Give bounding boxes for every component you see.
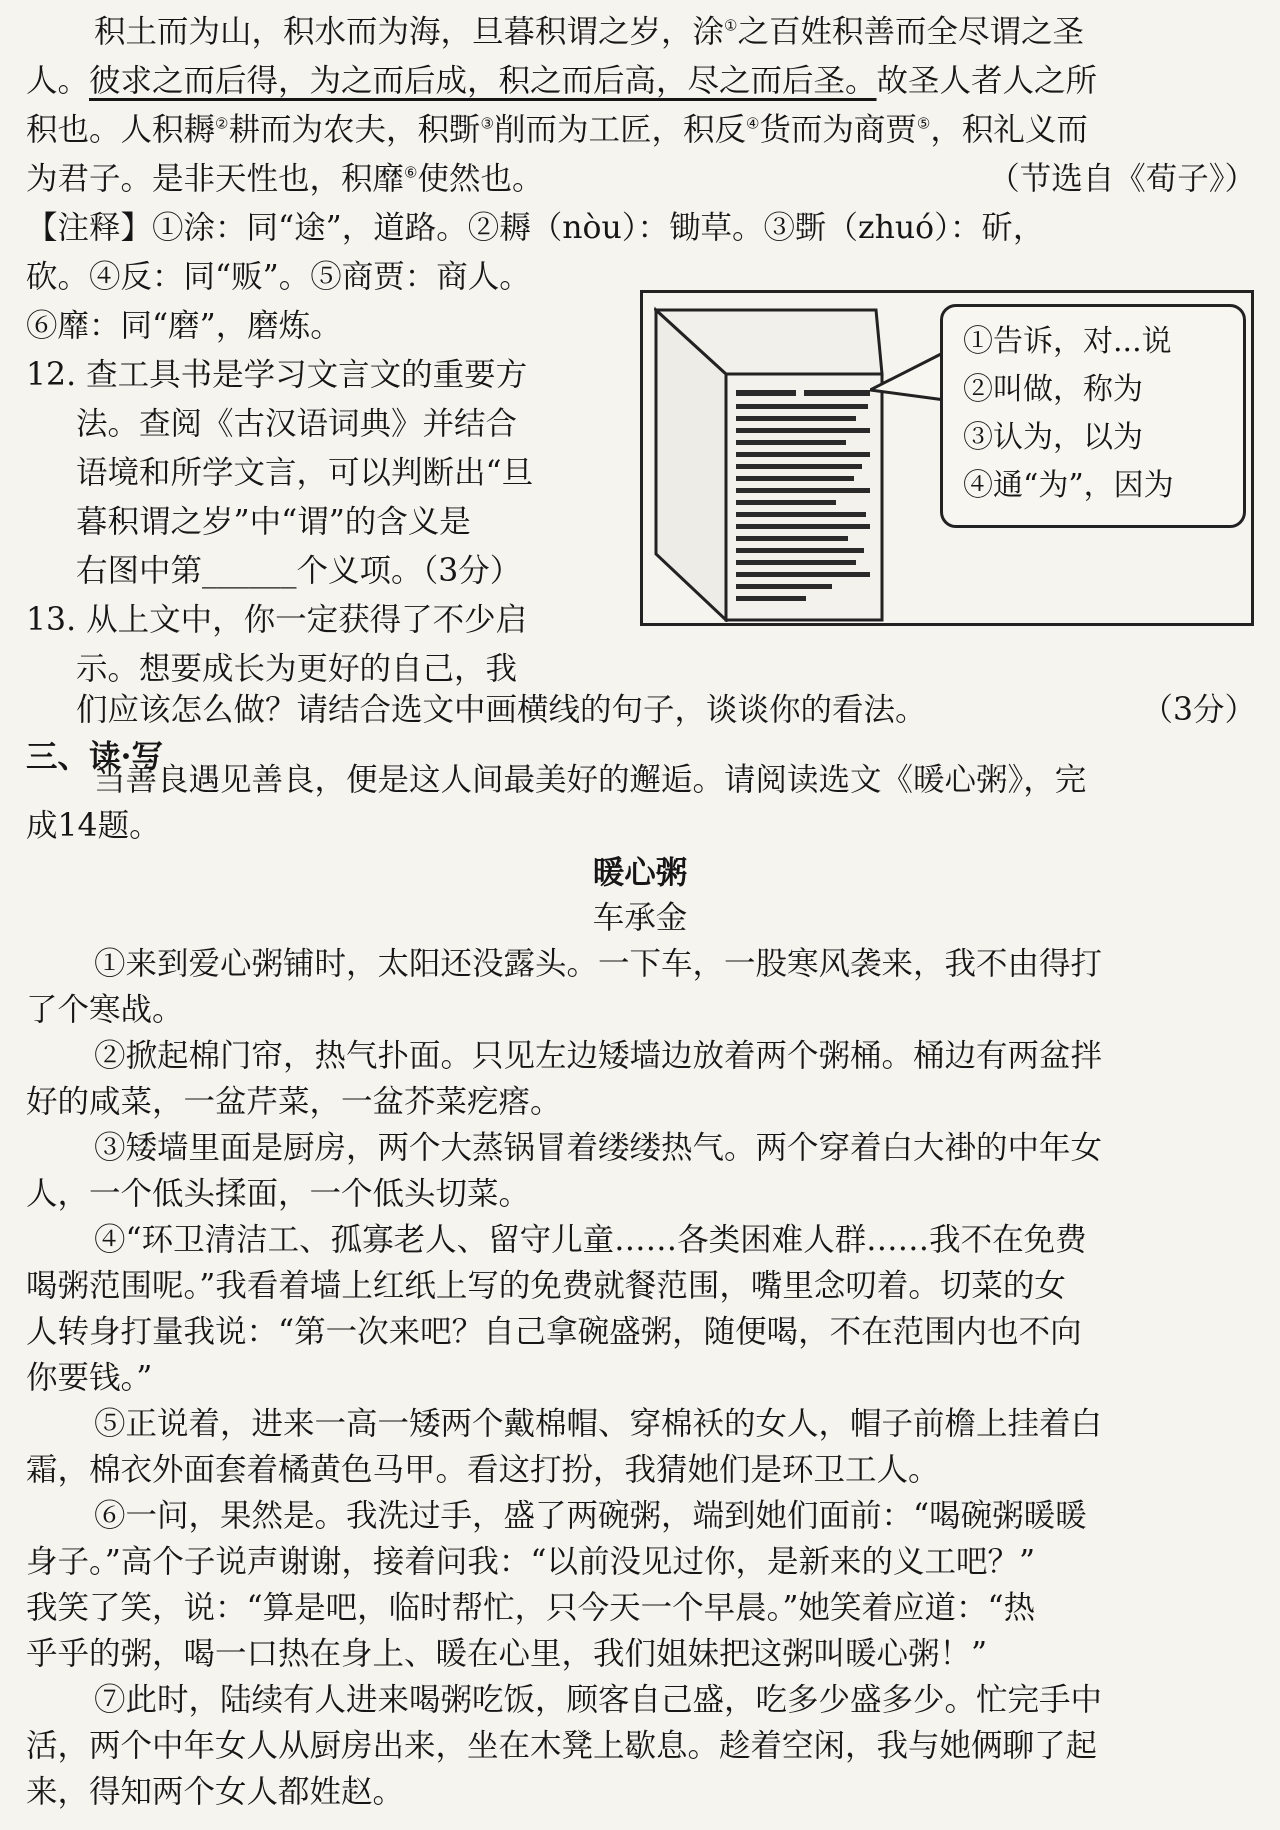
question-13-line-1: 13. 从上文中，你一定获得了不少启 [26,602,528,638]
section-3-intro-line-2: 成14题。 [26,808,161,844]
dictionary-figure [640,290,1254,626]
section-3-intro-line-1: 当善良遇见善良，便是这人间最美好的邂逅。请阅读选文《暖心粥》，完 [94,762,1087,798]
classical-line-2: 人。彼求之而后得，为之而后成，积之而后高，尽之而后圣。故圣人者人之所 [26,63,1098,99]
question-12-line-3: 语境和所学文言，可以判断出“旦 [76,455,534,491]
essay-p5-line-2: 霜，棉衣外面套着橘黄色马甲。看这打扮，我猜她们是环卫工人。 [26,1452,940,1488]
question-12-line-4: 暮积谓之岁”中“谓”的含义是 [76,504,471,540]
essay-p4-line-1: ④“环卫清洁工、孤寡老人、留守儿童……各类困难人群……我不在免费 [94,1222,1087,1258]
source-citation: （节选自《荀子》） [988,161,1256,197]
essay-p6-line-4: 乎乎的粥，喝一口热在身上、暖在心里，我们姐妹把这粥叫暖心粥！” [26,1636,988,1672]
essay-p1-line-2: 了个寒战。 [26,992,184,1028]
essay-p2-line-1: ②掀起棉门帘，热气扑面。只见左边矮墙边放着两个粥桶。桶边有两盆拌 [94,1038,1103,1074]
notes-line-1: 【注释】①涂：同“途”，道路。②耨（nòu）：锄草。③斲（zhuó）：斫， [26,210,1045,246]
notes-line-2: 砍。④反：同“贩”。⑤商贾：商人。 [26,259,531,295]
question-12-line-2: 法。查阅《古汉语词典》并结合 [76,406,518,442]
section-3-heading: 三、读·写 [26,738,163,775]
classical-line-3: 积也。人积耨②耕而为农夫，积斲③削而为工匠，积反④货而为商贾⑤，积礼义而 [26,112,1088,148]
sense-3: ③认为，以为 [963,420,1143,455]
essay-p5-line-1: ⑤正说着，进来一高一矮两个戴棉帽、穿棉袄的女人，帽子前檐上挂着白 [94,1406,1103,1442]
essay-p7-line-1: ⑦此时，陆续有人进来喝粥吃饭，顾客自己盛，吃多少盛多少。忙完手中 [94,1682,1103,1718]
essay-p6-line-2: 身子。”高个子说声谢谢，接着问我：“以前没见过你，是新来的义工吧？” [26,1544,1036,1580]
underlined-sentence: 彼求之而后得，为之而后成，积之而后高，尽之而后圣。 [89,63,877,99]
essay-author: 车承金 [592,900,688,936]
question-13-line-3: 们应该怎么做？请结合选文中画横线的句子，谈谈你的看法。 （3分） [76,690,1256,734]
essay-p3-line-1: ③矮墙里面是厨房，两个大蒸锅冒着缕缕热气。两个穿着白大褂的中年女 [94,1130,1103,1166]
sense-2: ②叫做，称为 [963,372,1143,407]
dictionary-book-illustration [654,304,884,622]
essay-p6-line-1: ⑥一问，果然是。我洗过手，盛了两碗粥，端到她们面前：“喝碗粥暖暖 [94,1498,1087,1534]
essay-p6-line-3: 我笑了笑，说：“算是吧，临时帮忙，只今天一个早晨。”她笑着应道：“热 [26,1590,1036,1626]
notes-line-3: ⑥靡：同“磨”，磨炼。 [26,308,342,344]
essay-p1-line-1: ①来到爱心粥铺时，太阳还没露头。一下车，一股寒风袭来，我不由得打 [94,946,1103,982]
classical-line-4: 为君子。是非天性也，积靡⑥使然也。 （节选自《荀子》） [26,159,1256,203]
essay-p3-line-2: 人，一个低头揉面，一个低头切菜。 [26,1176,531,1212]
dictionary-senses-bubble [940,304,1246,528]
question-12-line-5: 右图中第______个义项。（3分） [76,553,522,589]
essay-p4-line-4: 你要钱。” [26,1360,153,1396]
essay-title: 暖心粥 [592,854,688,891]
essay-p7-line-2: 活，两个中年女人从厨房出来，坐在木凳上歇息。趁着空闲，我与她俩聊了起 [26,1728,1098,1764]
essay-p7-line-3: 来，得知两个女人都姓赵。 [26,1774,405,1810]
question-13-score: （3分） [1141,692,1256,728]
sense-1: ①告诉，对...说 [963,324,1172,359]
essay-p4-line-2: 喝粥范围呢。”我看着墙上红纸上写的免费就餐范围，嘴里念叨着。切菜的女 [26,1268,1066,1304]
sense-4: ④通“为”，因为 [963,468,1174,503]
essay-p4-line-3: 人转身打量我说：“第一次来吧？自己拿碗盛粥，随便喝，不在范围内也不向 [26,1314,1082,1350]
classical-line-1: 积土而为山，积水而为海，旦暮积谓之岁，涂①之百姓积善而全尽谓之圣 [94,14,1084,50]
question-13-line-2: 示。想要成长为更好的自己，我 [76,651,518,687]
essay-p2-line-2: 好的咸菜，一盆芹菜，一盆芥菜疙瘩。 [26,1084,562,1120]
question-12-line-1: 12. 查工具书是学习文言文的重要方 [26,357,528,393]
